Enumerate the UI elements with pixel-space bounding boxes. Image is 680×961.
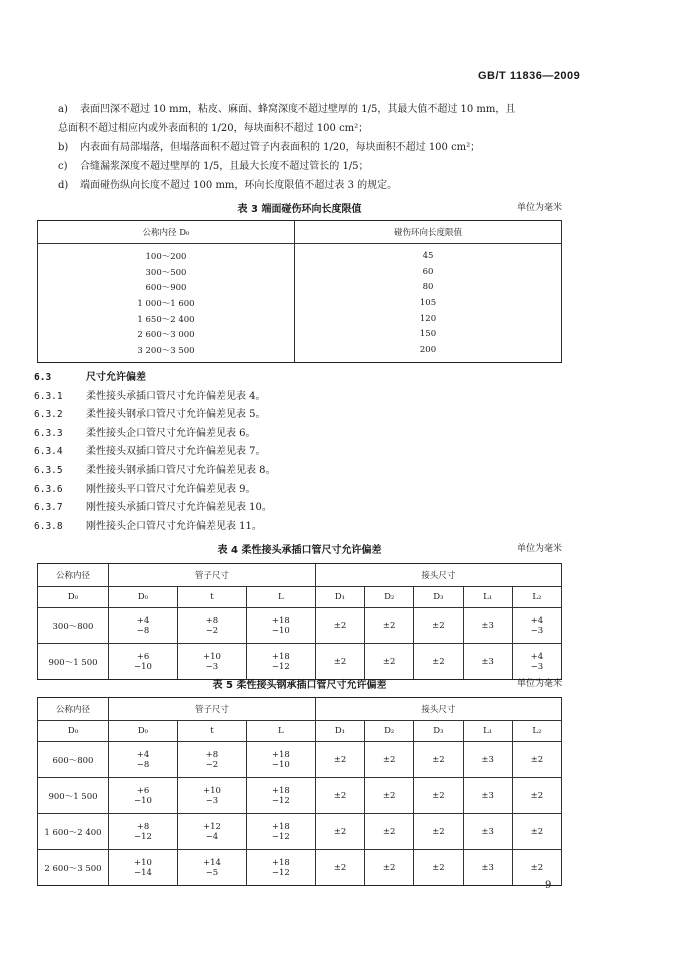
row-label: 900～1 500 [38, 778, 109, 814]
column-header: L₁ [463, 587, 512, 608]
table-cell [414, 814, 463, 850]
table-cell [246, 778, 315, 814]
table5-title: 表 5 柔性接头钢承插口管尺寸允许偏差 [212, 680, 387, 691]
item-text: 合缝漏浆深度不超过壁厚的 1/5，且最大长度不超过管长的 1/5； [80, 161, 369, 172]
clause [34, 425, 554, 444]
table-cell [512, 814, 561, 850]
table-cell [246, 814, 315, 850]
table-row [38, 279, 562, 295]
table-cell: 600～900 [38, 279, 295, 295]
column-header: D₀ [109, 587, 178, 608]
tolerance-part: +14 [202, 857, 221, 868]
section-heading [34, 369, 554, 388]
list-item [58, 100, 578, 119]
table-cell [365, 778, 414, 814]
tolerance-part: −10 [271, 759, 290, 770]
table-row [38, 295, 562, 311]
tolerance-part: −2 [205, 759, 219, 770]
tolerance-value [334, 621, 347, 631]
tolerance-part: ±2 [382, 862, 396, 873]
tolerance-part: +8 [136, 821, 150, 832]
column-header: D₀ [109, 721, 178, 742]
tolerance-part: ±2 [333, 790, 347, 801]
clause-number: 6.3.8 [34, 520, 63, 532]
table-cell [315, 742, 364, 778]
table-cell [177, 742, 246, 778]
clause-number: 6.3.1 [34, 390, 63, 402]
table-cell: 1 000～1 600 [38, 295, 295, 311]
table-cell [414, 644, 463, 680]
column-header: D₀ [38, 721, 109, 742]
list-item [58, 138, 578, 157]
tolerance-value [531, 827, 544, 837]
table-cell: 80 [295, 279, 562, 295]
clause-text: 柔性接头双插口管尺寸允许偏差见表 7。 [86, 446, 266, 458]
table4-caption [37, 541, 562, 557]
tolerance-value [203, 858, 221, 878]
section-number: 6.3 [34, 372, 52, 383]
column-header: D₃ [414, 721, 463, 742]
tolerance-part: ±2 [530, 862, 544, 873]
tolerance-value [481, 791, 494, 801]
tolerance-part: ±2 [333, 620, 347, 631]
row-label: 300～800 [38, 608, 109, 644]
clause [34, 481, 554, 500]
row-label: 900～1 500 [38, 644, 109, 680]
tolerance-value [383, 791, 396, 801]
table-cell [246, 608, 315, 644]
table-cell [177, 814, 246, 850]
tolerance-part: +4 [530, 615, 544, 626]
table3-title: 表 3 端面碰伤环向长度限值 [237, 204, 362, 215]
table-cell: 2 600～3 000 [38, 326, 295, 342]
table-row [38, 778, 562, 814]
section-6-3 [34, 369, 554, 536]
table-header-row [38, 564, 562, 587]
tolerance-value [432, 863, 445, 873]
column-header: D₂ [365, 587, 414, 608]
table-cell [246, 742, 315, 778]
group-header: 接头尺寸 [315, 698, 561, 721]
clause-number: 6.3.2 [34, 409, 63, 421]
tolerance-value [134, 858, 152, 878]
tolerance-part: +12 [202, 821, 221, 832]
tolerance-part: −10 [271, 625, 290, 636]
tolerance-value [137, 616, 150, 636]
tolerance-part: −10 [134, 795, 152, 806]
tolerance-part: ±3 [481, 826, 494, 837]
tolerance-part: ±2 [333, 754, 347, 765]
tolerance-value [334, 791, 347, 801]
table-cell [177, 778, 246, 814]
row-label: 600～800 [38, 742, 109, 778]
table-cell: 300～500 [38, 264, 295, 280]
table-header-row [38, 221, 562, 244]
tolerance-part: −4 [205, 831, 219, 842]
table-cell [463, 742, 512, 778]
tolerance-part: +4 [136, 615, 150, 626]
item-text: 内表面有局部塌落，但塌落面积不超过管子内表面积的 1/20，每块面积不超过 100 cm²； [80, 142, 481, 153]
table-cell [109, 644, 178, 680]
tolerance-value [481, 827, 494, 837]
tolerance-value [137, 750, 150, 770]
tolerance-value [334, 863, 347, 873]
tolerance-part: −12 [271, 831, 290, 842]
column-header: D₃ [414, 587, 463, 608]
tolerance-part: +10 [202, 651, 221, 662]
table-cell [315, 608, 364, 644]
table3-unit: 单位为毫米 [516, 203, 562, 213]
tolerance-part: +18 [271, 651, 290, 662]
tolerance-part: ±3 [481, 620, 494, 631]
tolerance-part: +10 [202, 785, 221, 796]
table-row [38, 311, 562, 327]
table4-title: 表 4 柔性接头承插口管尺寸允许偏差 [217, 545, 382, 556]
tolerance-part: ±2 [530, 754, 544, 765]
table-cell [109, 778, 178, 814]
clause-number: 6.3.6 [34, 483, 63, 495]
tolerance-part: −3 [530, 625, 544, 636]
table-row [38, 326, 562, 342]
item-marker: c) [58, 161, 68, 172]
column-header: 公称内径 [38, 564, 109, 587]
column-header: L₂ [512, 721, 561, 742]
clause-number: 6.3.3 [34, 427, 63, 439]
group-header: 接头尺寸 [315, 564, 561, 587]
tolerance-part: +18 [271, 821, 290, 832]
tolerance-part: −3 [205, 795, 219, 806]
page-number: 9 [545, 880, 552, 891]
tolerance-part: +18 [271, 615, 290, 626]
tolerance-value [432, 791, 445, 801]
standard-code: GB/T 11836—2009 [478, 70, 581, 82]
tolerance-part: ±2 [382, 826, 396, 837]
clause-text: 刚性接头企口管尺寸允许偏差见表 11。 [86, 520, 262, 532]
table-cell: 150 [295, 326, 562, 342]
clause-text: 刚性接头承插口管尺寸允许偏差见表 10。 [86, 502, 272, 514]
tolerance-part: ±2 [382, 620, 396, 631]
table-cell [512, 778, 561, 814]
tolerance-value [203, 786, 221, 806]
table-cell [246, 850, 315, 886]
table-cell: 120 [295, 311, 562, 327]
tolerance-part: ±2 [432, 862, 445, 873]
clause-text: 柔性接头承插口管尺寸允许偏差见表 4。 [86, 390, 266, 402]
tolerance-part: −14 [134, 867, 152, 878]
table5-unit: 单位为毫米 [516, 679, 562, 689]
tolerance-value [272, 822, 290, 842]
column-header: 公称内径 D₀ [38, 221, 295, 244]
table-cell [365, 644, 414, 680]
tolerance-value [383, 621, 396, 631]
defect-list [58, 100, 578, 195]
tolerance-value [134, 652, 152, 672]
tolerance-value [531, 755, 544, 765]
section-title: 尺寸允许偏差 [86, 372, 146, 383]
tolerance-part: ±3 [481, 790, 494, 801]
tolerance-part: +6 [136, 785, 150, 796]
tolerance-part: +10 [134, 857, 152, 868]
table-cell: 45 [295, 244, 562, 264]
tolerance-part: +8 [205, 749, 219, 760]
tolerance-value [383, 863, 396, 873]
tolerance-value [383, 827, 396, 837]
table-cell [463, 814, 512, 850]
column-header: t [177, 587, 246, 608]
tolerance-part: ±2 [333, 656, 347, 667]
table-cell [365, 742, 414, 778]
clause-number: 6.3.4 [34, 446, 63, 458]
tolerance-part: ±2 [530, 790, 544, 801]
table-row [38, 264, 562, 280]
tolerance-part: +4 [530, 651, 544, 662]
table-row [38, 342, 562, 362]
column-header: D₁ [315, 721, 364, 742]
table4-unit: 单位为毫米 [516, 544, 562, 554]
tolerance-value [206, 616, 219, 636]
table-cell [512, 742, 561, 778]
tolerance-part: ±3 [481, 862, 494, 873]
table-row [38, 244, 562, 264]
tolerance-value [134, 786, 152, 806]
table-cell [365, 814, 414, 850]
tolerance-value [206, 750, 219, 770]
tolerance-part: +6 [136, 651, 150, 662]
tolerance-value [531, 616, 544, 636]
tolerance-value [531, 652, 544, 672]
table-cell [463, 644, 512, 680]
column-header: t [177, 721, 246, 742]
table-cell [177, 850, 246, 886]
table-cell [414, 850, 463, 886]
table-cell [414, 778, 463, 814]
table-cell [512, 608, 561, 644]
tolerance-value [481, 755, 494, 765]
clause-text: 柔性接头钢承口管尺寸允许偏差见表 5。 [86, 409, 266, 421]
table-header-row [38, 587, 562, 608]
tolerance-value [334, 827, 347, 837]
table-cell [365, 608, 414, 644]
tolerance-part: ±2 [432, 656, 445, 667]
column-header: D₀ [38, 587, 109, 608]
table-cell [177, 644, 246, 680]
table-cell [315, 644, 364, 680]
clause [34, 518, 554, 537]
table-cell: 1 650～2 400 [38, 311, 295, 327]
table-cell [109, 608, 178, 644]
group-header: 管子尺寸 [109, 698, 316, 721]
tolerance-part: −12 [271, 867, 290, 878]
tolerance-part: ±3 [481, 656, 494, 667]
table-cell [463, 778, 512, 814]
table-cell [177, 608, 246, 644]
tolerance-value [531, 791, 544, 801]
table-cell [315, 850, 364, 886]
item-text: 表面凹深不超过 10 mm，粘皮、麻面、蜂窝深度不超过壁厚的 1/5，其最大值不超过 10 mm，且 [80, 104, 516, 115]
clause [34, 406, 554, 425]
column-header: L [246, 721, 315, 742]
clause [34, 462, 554, 481]
tolerance-part: −5 [205, 867, 219, 878]
column-header: 公称内径 [38, 698, 109, 721]
table-cell: 100～200 [38, 244, 295, 264]
table-row [38, 742, 562, 778]
table5 [37, 697, 562, 886]
table-cell [463, 850, 512, 886]
table-cell [315, 778, 364, 814]
table5-caption [37, 676, 562, 692]
tolerance-part: +18 [271, 857, 290, 868]
tolerance-part: −10 [134, 661, 152, 672]
table-row [38, 814, 562, 850]
tolerance-part: +18 [271, 785, 290, 796]
tolerance-value [272, 652, 290, 672]
item-marker: d) [58, 180, 69, 191]
tolerance-value [134, 822, 152, 842]
table-cell [109, 742, 178, 778]
tolerance-value [272, 616, 290, 636]
table3-caption [37, 200, 562, 216]
tolerance-value [481, 621, 494, 631]
clause-number: 6.3.5 [34, 464, 63, 476]
tolerance-part: ±2 [432, 790, 445, 801]
tolerance-part: +18 [271, 749, 290, 760]
item-marker: a) [58, 104, 68, 115]
table-cell [365, 850, 414, 886]
table-row [38, 850, 562, 886]
column-header: L [246, 587, 315, 608]
tolerance-value [481, 657, 494, 667]
tolerance-part: +8 [205, 615, 219, 626]
tolerance-value [383, 657, 396, 667]
clause-number: 6.3.7 [34, 502, 63, 514]
clause [34, 499, 554, 518]
table-cell [512, 644, 561, 680]
table4 [37, 563, 562, 680]
tolerance-value [383, 755, 396, 765]
tolerance-part: ±2 [432, 754, 445, 765]
table-row [38, 644, 562, 680]
list-item [58, 176, 578, 195]
tolerance-value [432, 657, 445, 667]
tolerance-value [481, 863, 494, 873]
clause-text: 刚性接头平口管尺寸允许偏差见表 9。 [86, 483, 256, 495]
column-header: L₁ [463, 721, 512, 742]
tolerance-part: ±2 [382, 754, 396, 765]
tolerance-part: −12 [134, 831, 152, 842]
tolerance-part: −3 [530, 661, 544, 672]
tolerance-part: −12 [271, 661, 290, 672]
table-cell [512, 850, 561, 886]
tolerance-part: ±2 [382, 790, 396, 801]
row-label: 1 600～2 400 [38, 814, 109, 850]
tolerance-part: −8 [136, 759, 150, 770]
tolerance-value [334, 755, 347, 765]
tolerance-value [432, 755, 445, 765]
tolerance-part: ±2 [530, 826, 544, 837]
tolerance-part: ±2 [333, 826, 347, 837]
column-header: L₂ [512, 587, 561, 608]
column-header: 碰伤环向长度限值 [295, 221, 562, 244]
table-cell [315, 814, 364, 850]
clause [34, 388, 554, 407]
tolerance-value [272, 858, 290, 878]
tolerance-part: ±3 [481, 754, 494, 765]
tolerance-value [203, 822, 221, 842]
table-row [38, 608, 562, 644]
table-cell: 3 200～3 500 [38, 342, 295, 362]
tolerance-value [432, 827, 445, 837]
table-cell [463, 608, 512, 644]
table-header-row [38, 698, 562, 721]
tolerance-value [334, 657, 347, 667]
table-cell [109, 850, 178, 886]
table-header-row [38, 721, 562, 742]
tolerance-part: −8 [136, 625, 150, 636]
tolerance-part: ±2 [333, 862, 347, 873]
tolerance-value [272, 750, 290, 770]
group-header: 管子尺寸 [109, 564, 316, 587]
tolerance-value [432, 621, 445, 631]
tolerance-part: ±2 [432, 620, 445, 631]
table-cell [414, 608, 463, 644]
tolerance-value [531, 863, 544, 873]
tolerance-part: −2 [205, 625, 219, 636]
row-label: 2 600～3 500 [38, 850, 109, 886]
tolerance-part: ±2 [382, 656, 396, 667]
table3 [37, 220, 562, 363]
table-cell [246, 644, 315, 680]
tolerance-part: ±2 [432, 826, 445, 837]
table-cell: 60 [295, 264, 562, 280]
clause-text: 柔性接头钢承插口管尺寸允许偏差见表 8。 [86, 464, 276, 476]
table-cell [414, 742, 463, 778]
tolerance-part: −3 [205, 661, 219, 672]
tolerance-value [272, 786, 290, 806]
item-text-continued: 总面积不超过相应内或外表面积的 1/20，每块面积不超过 100 cm²； [58, 123, 369, 134]
list-item [58, 157, 578, 176]
clause [34, 443, 554, 462]
tolerance-part: +4 [136, 749, 150, 760]
column-header: D₁ [315, 587, 364, 608]
column-header: D₂ [365, 721, 414, 742]
clause-text: 柔性接头企口管尺寸允许偏差见表 6。 [86, 427, 256, 439]
item-marker: b) [58, 142, 69, 153]
item-text: 端面碰伤纵向长度不超过 100 mm，环向长度限值不超过表 3 的规定。 [80, 180, 398, 191]
table-cell: 200 [295, 342, 562, 362]
table-cell: 105 [295, 295, 562, 311]
tolerance-value [203, 652, 221, 672]
tolerance-part: −12 [271, 795, 290, 806]
table-cell [109, 814, 178, 850]
